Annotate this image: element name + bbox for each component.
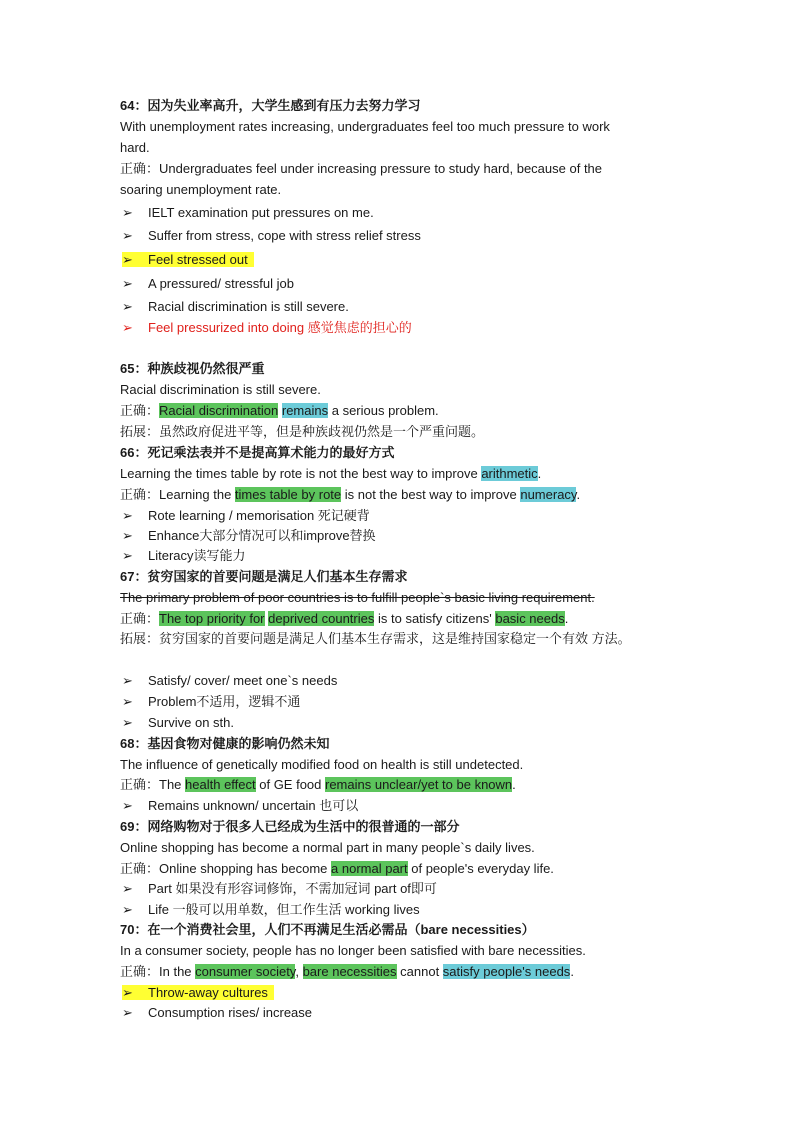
highlight-blue: numeracy xyxy=(520,487,577,502)
sentence-64-line1: With unemployment rates increasing, undergraduates feel too much pressure to work xyxy=(120,119,610,134)
highlight-green: a normal part xyxy=(331,861,408,876)
highlight-green: Racial discrimination xyxy=(159,403,279,418)
bullet-text: Life 一般可以用单数，但工作生活 working lives xyxy=(148,902,420,917)
highlight-green: consumer society xyxy=(195,964,296,979)
bullet-66-2 xyxy=(122,527,376,545)
heading-68: 68：基因食物对健康的影响仍然未知 xyxy=(120,736,330,751)
bullet-text: Enhance大部分情况可以和improve替换 xyxy=(148,528,376,543)
correct-67 xyxy=(120,610,568,628)
correct-label: 正确： xyxy=(120,861,160,876)
correct-64-line1 xyxy=(120,160,602,178)
correct-text: of people's everyday life. xyxy=(407,861,554,876)
bullet-text: Rote learning / memorisation 死记硬背 xyxy=(148,508,370,523)
highlight-green: deprived countries xyxy=(268,611,375,626)
heading-text: ） xyxy=(521,922,535,937)
arrow-bullet-icon: ➢ xyxy=(122,673,133,688)
bullet-64-3 xyxy=(122,251,254,269)
correct-text: Learning the xyxy=(159,487,235,502)
correct-64-line2: soaring unemployment rate. xyxy=(120,182,282,197)
bullet-70-2 xyxy=(122,1004,312,1022)
sentence-66 xyxy=(120,465,541,483)
correct-text: , xyxy=(295,964,303,979)
highlight-green: times table by rote xyxy=(234,487,342,502)
bullet-66-3 xyxy=(122,547,246,565)
bullet-text: Consumption rises/ increase xyxy=(148,1005,313,1020)
correct-text: In the xyxy=(159,964,196,979)
correct-69 xyxy=(120,860,554,878)
correct-text: . xyxy=(570,964,574,979)
arrow-bullet-icon: ➢ xyxy=(122,548,133,563)
bullet-69-1 xyxy=(122,880,437,898)
highlight-blue: remains xyxy=(281,403,329,418)
highlight-blue: arithmetic xyxy=(481,466,538,481)
correct-label: 正确： xyxy=(120,487,160,502)
sentence-text: . xyxy=(537,466,542,481)
correct-text: a serious problem. xyxy=(328,403,439,418)
heading-69: 69：网络购物对于很多人已经成为生活中的很普通的一部分 xyxy=(120,819,460,834)
correct-text: Online shopping has become xyxy=(159,861,332,876)
arrow-bullet-icon: ➢ xyxy=(122,276,133,291)
bullet-64-1 xyxy=(122,204,374,222)
arrow-bullet-icon: ➢ xyxy=(122,205,133,220)
heading-64: 64：因为失业率高升，大学生感到有压力去努力学习 xyxy=(120,98,421,113)
bullet-text: Suffer from stress, cope with stress relief stress xyxy=(148,228,421,243)
sentence-65: Racial discrimination is still severe. xyxy=(120,382,321,397)
bullet-66-1 xyxy=(122,507,370,525)
sentence-70: In a consumer society, people has no longer been satisfied with bare necessities. xyxy=(120,943,586,958)
arrow-bullet-icon: ➢ xyxy=(122,694,133,709)
correct-text: . xyxy=(512,777,516,792)
bullet-text: Problem不适用，逻辑不通 xyxy=(148,694,301,709)
bullet-64-2 xyxy=(122,227,421,245)
correct-text: Undergraduates feel under increasing pressure to study hard, because of the xyxy=(159,161,603,176)
correct-text: . xyxy=(576,487,581,502)
bullet-69-2 xyxy=(122,901,420,919)
bullet-text-highlighted: Throw-away cultures xyxy=(148,985,268,1000)
bullet-text: A pressured/ stressful job xyxy=(148,276,294,291)
bullet-67-3 xyxy=(122,714,234,732)
correct-label: 正确： xyxy=(120,611,160,626)
correct-text: is not the best way to improve xyxy=(341,487,521,502)
arrow-bullet-icon: ➢ xyxy=(122,715,133,730)
arrow-bullet-icon: ➢ xyxy=(122,881,133,896)
correct-label: 正确： xyxy=(120,964,160,979)
sentence-69: Online shopping has become a normal part in many people`s daily lives. xyxy=(120,840,535,855)
correct-text: . xyxy=(564,611,569,626)
arrow-bullet-icon: ➢ xyxy=(122,798,133,813)
heading-65: 65：种族歧视仍然很严重 xyxy=(120,361,265,376)
extend-65: 拓展：虽然政府促进平等，但是种族歧视仍然是一个严重问题。 xyxy=(120,424,485,439)
bullet-text: Survive on sth. xyxy=(148,715,234,730)
bullet-text: Racial discrimination is still severe. xyxy=(148,299,349,314)
arrow-bullet-icon: ➢ xyxy=(122,252,133,267)
heading-66: 66：死记乘法表并不是提高算术能力的最好方式 xyxy=(120,445,395,460)
sentence-68: The influence of genetically modified food on health is still undetected. xyxy=(120,757,524,772)
heading-70 xyxy=(120,921,535,939)
correct-text: cannot xyxy=(396,964,443,979)
correct-label: 正确： xyxy=(120,403,160,418)
arrow-bullet-icon: ➢ xyxy=(122,320,133,335)
highlight-green: The top priority for xyxy=(159,611,265,626)
bullet-67-1 xyxy=(122,672,337,690)
bullet-text-red: Feel pressurized into doing 感觉焦虑的担心的 xyxy=(148,320,412,335)
arrow-bullet-icon: ➢ xyxy=(122,985,133,1000)
heading-text: bare necessities xyxy=(420,922,522,937)
extend-67: 拓展：贫穷国家的首要问题是满足人们基本生存需求，这是维持国家稳定一个有效 方法。 xyxy=(120,631,631,646)
correct-70 xyxy=(120,963,574,981)
sentence-64-line2: hard. xyxy=(120,140,150,155)
arrow-bullet-icon: ➢ xyxy=(122,1005,133,1020)
heading-67: 67：贫穷国家的首要问题是满足人们基本生存需求 xyxy=(120,569,408,584)
correct-label: 正确： xyxy=(120,161,160,176)
struck-sentence-67: The primary problem of poor countries is to fulfill people`s basic living requirement. xyxy=(120,590,595,605)
bullet-text-highlighted: Feel stressed out xyxy=(148,252,248,267)
arrow-bullet-icon: ➢ xyxy=(122,228,133,243)
highlight-green: basic needs xyxy=(495,611,565,626)
sentence-text: Learning the times table by rote is not the best way to improve xyxy=(120,466,482,481)
bullet-text: Literacy读写能力 xyxy=(148,548,246,563)
bullet-68-1 xyxy=(122,797,358,815)
bullet-text: Part 如果没有形容词修饰，不需加冠词 part of即可 xyxy=(148,881,437,896)
highlight-blue: satisfy people's needs xyxy=(442,964,571,979)
correct-label: 正确： xyxy=(120,777,160,792)
bullet-67-2 xyxy=(122,693,300,711)
arrow-bullet-icon: ➢ xyxy=(122,902,133,917)
arrow-bullet-icon: ➢ xyxy=(122,508,133,523)
bullet-64-4 xyxy=(122,275,294,293)
highlight-green: remains unclear/yet to be known xyxy=(325,777,513,792)
bullet-70-1 xyxy=(122,984,274,1002)
bullet-text: IELT examination put pressures on me. xyxy=(148,205,374,220)
heading-text: 70：在一个消费社会里，人们不再满足生活必需品（ xyxy=(120,922,421,937)
highlight-green: health effect xyxy=(185,777,256,792)
correct-text: is to satisfy citizens' xyxy=(374,611,496,626)
correct-65 xyxy=(120,402,439,420)
highlight-green: bare necessities xyxy=(302,964,397,979)
correct-66 xyxy=(120,486,580,504)
correct-text: of GE food xyxy=(255,777,325,792)
bullet-64-6 xyxy=(122,319,412,337)
correct-text: The xyxy=(159,777,186,792)
bullet-text: Satisfy/ cover/ meet one`s needs xyxy=(148,673,338,688)
bullet-64-5 xyxy=(122,298,349,316)
arrow-bullet-icon: ➢ xyxy=(122,528,133,543)
bullet-text: Remains unknown/ uncertain 也可以 xyxy=(148,798,359,813)
arrow-bullet-icon: ➢ xyxy=(122,299,133,314)
correct-68 xyxy=(120,776,516,794)
